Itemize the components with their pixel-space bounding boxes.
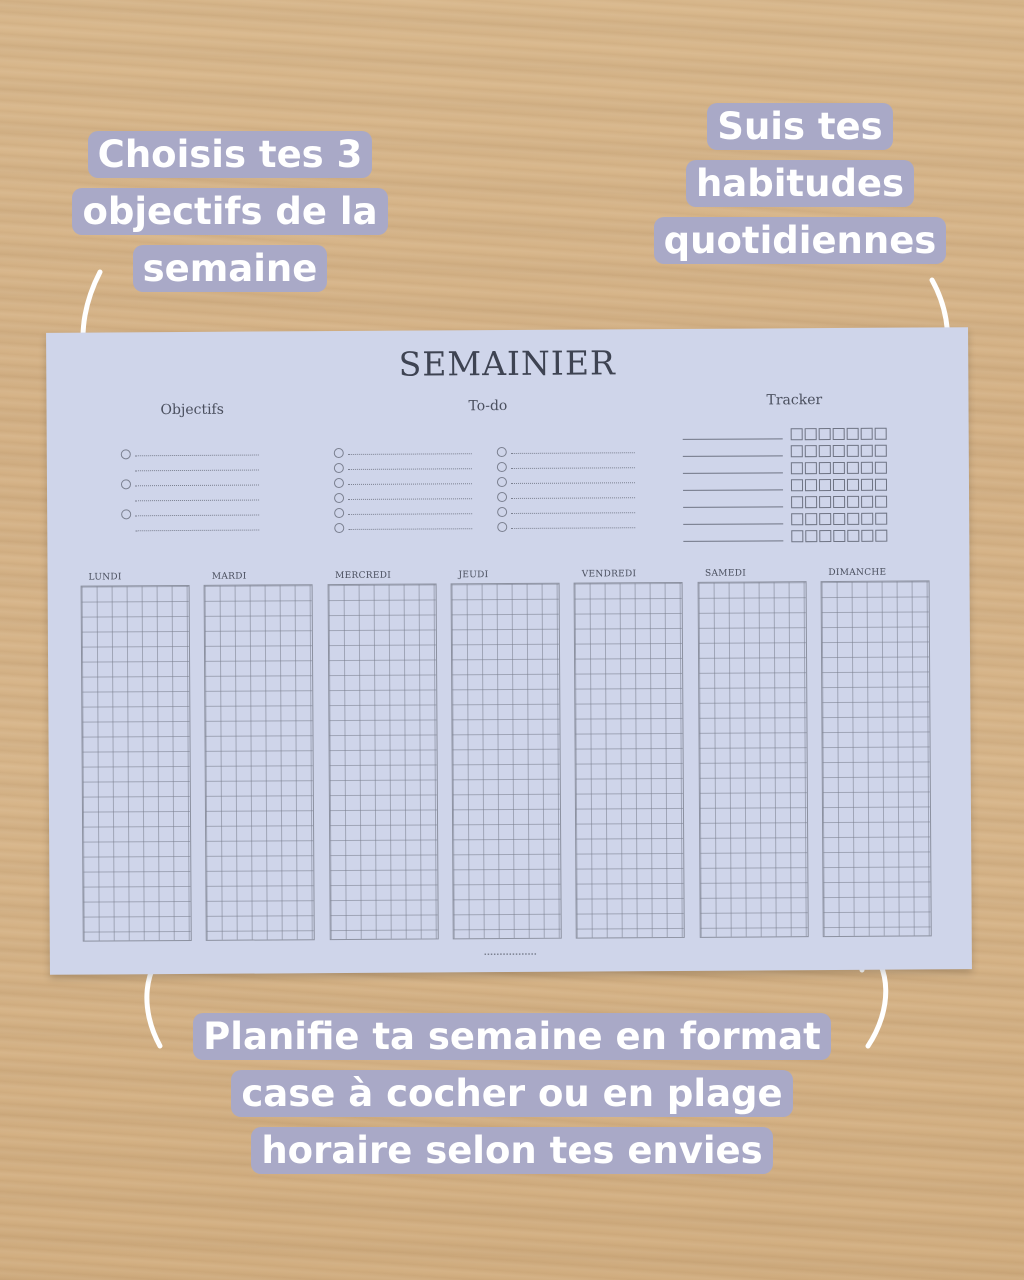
footer-mark: ▪▪▪▪▪▪▪▪▪▪▪▪▪▪▪▪▪ bbox=[484, 951, 538, 959]
checkbox-circle-icon[interactable] bbox=[121, 509, 131, 519]
checkbox-circle-icon[interactable] bbox=[334, 478, 344, 488]
tracker-checkbox[interactable] bbox=[833, 462, 845, 474]
list-line[interactable] bbox=[121, 491, 259, 506]
checkbox-circle-icon[interactable] bbox=[121, 449, 131, 459]
tracker-checkbox[interactable] bbox=[805, 445, 817, 457]
checkbox-circle-icon[interactable] bbox=[334, 463, 344, 473]
tracker-habit-line[interactable] bbox=[683, 523, 783, 525]
list-line[interactable] bbox=[121, 461, 259, 476]
tracker-checkbox[interactable] bbox=[819, 462, 831, 474]
day-label-mercredi: MERCREDI bbox=[335, 570, 392, 582]
tracker-habit-line[interactable] bbox=[683, 472, 783, 474]
list-line[interactable] bbox=[121, 446, 259, 461]
tracker-habit-line[interactable] bbox=[683, 438, 783, 440]
tracker-checkbox[interactable] bbox=[861, 462, 873, 474]
tracker-checkbox[interactable] bbox=[847, 462, 859, 474]
tracker-checkbox[interactable] bbox=[791, 428, 803, 440]
tracker-checkbox[interactable] bbox=[861, 513, 873, 525]
tracker-checkbox[interactable] bbox=[861, 530, 873, 542]
day-grid-samedi[interactable] bbox=[697, 581, 808, 938]
list-line[interactable] bbox=[497, 458, 635, 473]
tracker-checkbox[interactable] bbox=[791, 445, 803, 457]
day-label-dimanche: DIMANCHE bbox=[828, 567, 887, 579]
tracker-checkbox[interactable] bbox=[875, 530, 887, 542]
day-label-samedi: SAMEDI bbox=[705, 568, 747, 579]
day-label-vendredi: VENDREDI bbox=[581, 569, 637, 580]
tracker-checkbox[interactable] bbox=[833, 445, 845, 457]
day-label-jeudi: JEUDI bbox=[458, 570, 489, 581]
tracker-checkbox[interactable] bbox=[875, 462, 887, 474]
callout-planning: Planifie ta semaine en format case à cocher ou en plage horaire selon tes envies bbox=[170, 1008, 854, 1179]
tracker-checkbox[interactable] bbox=[805, 479, 817, 491]
list-line[interactable] bbox=[497, 488, 635, 503]
tracker-checkbox[interactable] bbox=[819, 513, 831, 525]
tracker-checkbox[interactable] bbox=[847, 513, 859, 525]
tracker-checkbox[interactable] bbox=[791, 530, 803, 542]
tracker-checkbox[interactable] bbox=[861, 496, 873, 508]
list-line[interactable] bbox=[334, 489, 472, 504]
list-line[interactable] bbox=[334, 459, 472, 474]
tracker-checkbox[interactable] bbox=[805, 496, 817, 508]
checkbox-circle-icon[interactable] bbox=[497, 447, 507, 457]
tracker-label: Tracker bbox=[766, 392, 823, 409]
objectives-label: Objectifs bbox=[160, 401, 224, 419]
tracker-checkbox[interactable] bbox=[861, 445, 873, 457]
day-label-lundi: LUNDI bbox=[88, 572, 122, 583]
day-grid-vendredi[interactable] bbox=[574, 582, 685, 939]
tracker-checkbox[interactable] bbox=[861, 479, 873, 491]
tracker-checkbox[interactable] bbox=[875, 479, 887, 491]
tracker-checkbox[interactable] bbox=[847, 496, 859, 508]
tracker-checkbox[interactable] bbox=[847, 445, 859, 457]
todo-label: To-do bbox=[468, 398, 508, 415]
callout-goals: Choisis tes 3 objectifs de la semaine bbox=[70, 126, 390, 297]
checkbox-circle-icon[interactable] bbox=[334, 508, 344, 518]
list-line[interactable] bbox=[121, 521, 259, 536]
tracker-checkbox[interactable] bbox=[833, 428, 845, 440]
planner-title: SEMAINIER bbox=[398, 343, 616, 384]
checkbox-circle-icon[interactable] bbox=[334, 448, 344, 458]
checkbox-circle-icon[interactable] bbox=[497, 492, 507, 502]
tracker-checkbox[interactable] bbox=[805, 513, 817, 525]
day-grid-mardi[interactable] bbox=[204, 584, 315, 941]
list-line[interactable] bbox=[121, 476, 259, 491]
tracker-checkbox[interactable] bbox=[819, 428, 831, 440]
tracker-checkbox[interactable] bbox=[819, 445, 831, 457]
tracker-checkbox[interactable] bbox=[805, 428, 817, 440]
habit-tracker bbox=[46, 327, 968, 333]
day-grid-dimanche[interactable] bbox=[820, 580, 931, 937]
tracker-checkbox[interactable] bbox=[819, 496, 831, 508]
tracker-checkbox[interactable] bbox=[833, 513, 845, 525]
objectives-list bbox=[46, 327, 968, 333]
day-grid-jeudi[interactable] bbox=[450, 583, 561, 940]
tracker-checkbox[interactable] bbox=[791, 462, 803, 474]
tracker-checkbox[interactable] bbox=[791, 496, 803, 508]
list-line[interactable] bbox=[497, 443, 635, 458]
list-line[interactable] bbox=[497, 503, 635, 518]
todo-list-left bbox=[46, 327, 968, 333]
list-line[interactable] bbox=[334, 444, 472, 459]
tracker-habit-line[interactable] bbox=[683, 455, 783, 457]
tracker-checkbox[interactable] bbox=[875, 428, 887, 440]
tracker-checkbox[interactable] bbox=[819, 530, 831, 542]
tracker-checkbox[interactable] bbox=[791, 479, 803, 491]
tracker-checkbox[interactable] bbox=[875, 445, 887, 457]
tracker-checkbox[interactable] bbox=[847, 428, 859, 440]
callout-habits: Suis tes habitudes quotidiennes bbox=[640, 98, 960, 269]
tracker-checkbox[interactable] bbox=[861, 428, 873, 440]
checkbox-circle-icon[interactable] bbox=[497, 522, 507, 532]
tracker-checkbox[interactable] bbox=[875, 496, 887, 508]
tracker-checkbox[interactable] bbox=[791, 513, 803, 525]
tracker-checkbox[interactable] bbox=[847, 530, 859, 542]
checkbox-circle-icon[interactable] bbox=[121, 479, 131, 489]
day-label-mardi: MARDI bbox=[211, 571, 247, 582]
weekly-planner-sheet bbox=[46, 327, 972, 975]
tracker-habit-line[interactable] bbox=[683, 489, 783, 491]
list-line[interactable] bbox=[497, 473, 635, 488]
todo-list-right bbox=[46, 327, 968, 333]
tracker-checkbox[interactable] bbox=[833, 530, 845, 542]
tracker-habit-line[interactable] bbox=[683, 506, 783, 508]
checkbox-circle-icon[interactable] bbox=[497, 462, 507, 472]
tracker-checkbox[interactable] bbox=[833, 496, 845, 508]
tracker-habit-line[interactable] bbox=[683, 540, 783, 542]
list-line[interactable] bbox=[334, 474, 472, 489]
list-line[interactable] bbox=[121, 506, 259, 521]
tracker-checkbox[interactable] bbox=[847, 479, 859, 491]
tracker-checkbox[interactable] bbox=[833, 479, 845, 491]
day-grid-mercredi[interactable] bbox=[327, 583, 438, 940]
tracker-checkbox[interactable] bbox=[805, 530, 817, 542]
list-line[interactable] bbox=[334, 519, 472, 534]
list-line[interactable] bbox=[497, 518, 635, 533]
day-grid-lundi[interactable] bbox=[81, 585, 192, 942]
tracker-checkbox[interactable] bbox=[805, 462, 817, 474]
tracker-checkbox[interactable] bbox=[819, 479, 831, 491]
checkbox-circle-icon[interactable] bbox=[497, 507, 507, 517]
list-line[interactable] bbox=[334, 504, 472, 519]
checkbox-circle-icon[interactable] bbox=[334, 493, 344, 503]
checkbox-circle-icon[interactable] bbox=[497, 477, 507, 487]
checkbox-circle-icon[interactable] bbox=[334, 523, 344, 533]
tracker-checkbox[interactable] bbox=[875, 513, 887, 525]
